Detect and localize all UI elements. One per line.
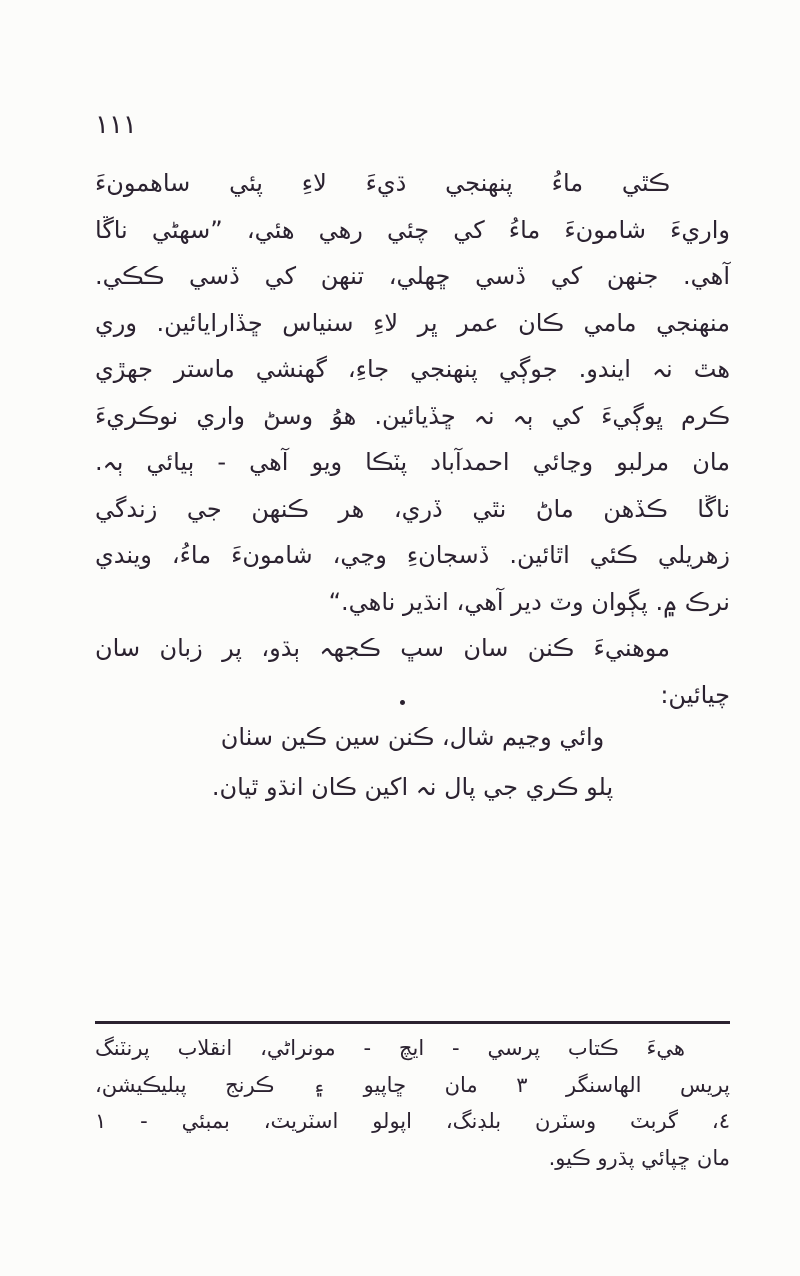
text-line: ڪٿي ماءُ پنهنجي ڌيءَ لاءِ پئي ساهمونءَ <box>95 169 670 197</box>
text-line: موهنيءَ ڪنن سان سڀ ڪجهہ ٻڌو، پر زبان سان <box>95 634 670 662</box>
verse-line: وائي وڃيم شال، ڪنن سين ڪين سٺان <box>220 723 605 751</box>
text-line: چيائين: <box>660 680 730 709</box>
footnote-line: ٤، گربٽ وسٽرن بلڊنگ، اپولو اسٽريٽ، بمبئي - ١ <box>95 1109 730 1133</box>
verse <box>95 712 730 812</box>
text-line: ناڱا ڪڏهن ماڻ نٿي ڏري، هر ڪنهن جي زندگي <box>95 494 730 523</box>
text-line: هٿ نہ ايندو. جوڳي پنهنجي جاءِ، گهنشي ماستر جهڙي <box>95 355 730 383</box>
text-line: منهنجي مامي ڪان عمر ڀر لاءِ سنياس ڇڏارايائين. وري <box>95 308 730 337</box>
body-text <box>95 160 730 718</box>
text-line: زهريلي ڪئي اٿائين. ڏسجانءِ وڃي، شامونءَ ماءُ، ويندي <box>95 541 730 569</box>
footnote-line: هيءَ ڪتاب پرسي - ايچ - مونراڻي، انقلاب پرنٽنگ <box>95 1036 685 1060</box>
page-number: ١١١ <box>95 110 137 140</box>
footnote-divider <box>95 1021 730 1024</box>
text-line: ڪرم ڀوڳيءَ کي ٻہ نہ ڇڏيائين. هوُ وسڻ واري نوڪريءَ <box>95 401 730 430</box>
text-line: نرڪ ۾. پڳوان وٽ دير آهي، انڌير ناهي.“ <box>328 587 730 616</box>
ink-dot <box>400 700 405 705</box>
imprint-footnote <box>95 1030 730 1176</box>
text-line: آهي. جنهن کي ڏسي ڇهلي، تنهن کي ڏسي ڪڪي. <box>95 262 730 290</box>
footnote-line: مان ڇپائي پڌرو ڪيو. <box>548 1145 730 1170</box>
text-line: واريءَ شامونءَ ماءُ کي چئي رهي هئي، ”سهڻي ناڱا <box>95 215 730 244</box>
text-line: مان مرلبو وڃائي احمدآباد پٽڪا ويو آهي - ٻيائي ٻہ. <box>95 448 730 476</box>
footnote-line: پريس الهاسنگر ٣ مان ڇاپيو ۽ ڪرنج پبليڪيشن، <box>95 1072 731 1097</box>
verse-line: پلو ڪري جي پال نہ اکين ڪان انڌو ٿيان. <box>211 773 614 801</box>
